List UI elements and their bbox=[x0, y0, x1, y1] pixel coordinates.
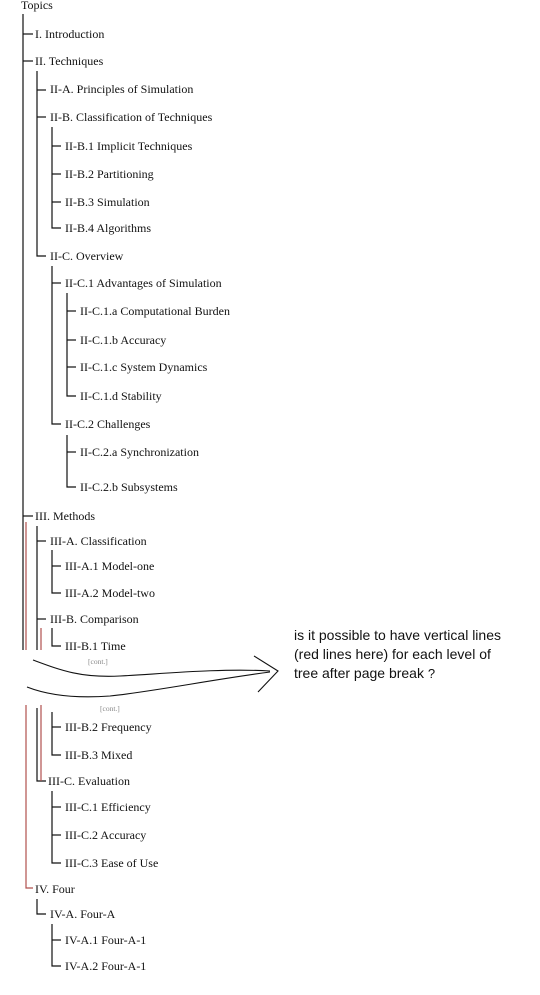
node-II-C2: II-C.2 Challenges bbox=[65, 417, 151, 431]
node-II-B3: II-B.3 Simulation bbox=[65, 195, 150, 209]
node-II-A: II-A. Principles of Simulation bbox=[50, 82, 194, 96]
node-II-B2: II-B.2 Partitioning bbox=[65, 167, 154, 181]
node-III-C: III-C. Evaluation bbox=[48, 774, 130, 788]
annotation-note bbox=[294, 626, 534, 683]
cont-label-top: [cont.] bbox=[88, 657, 108, 666]
spine-II-B bbox=[52, 127, 61, 228]
annotation-line-2: (red lines here) for each level of bbox=[294, 646, 491, 662]
node-II: II. Techniques bbox=[35, 54, 104, 68]
node-III-A1: III-A.1 Model-one bbox=[65, 559, 155, 573]
cont-label-bottom: [cont.] bbox=[100, 704, 120, 713]
page-break-squiggle-top bbox=[33, 660, 270, 676]
spine-IV bbox=[37, 899, 46, 914]
node-III-C2: III-C.2 Accuracy bbox=[65, 828, 147, 842]
node-III-C3: III-C.3 Ease of Use bbox=[65, 856, 159, 870]
spine-III-B-bottom bbox=[52, 712, 61, 755]
node-II-C2a: II-C.2.a Synchronization bbox=[80, 445, 199, 459]
node-IV: IV. Four bbox=[35, 882, 75, 896]
annotation-line-1: is it possible to have vertical lines bbox=[294, 627, 501, 643]
node-II-B1: II-B.1 Implicit Techniques bbox=[65, 139, 193, 153]
node-II-C1d: II-C.1.d Stability bbox=[80, 389, 162, 403]
node-IV-A: IV-A. Four-A bbox=[50, 907, 116, 921]
annotation-line-3-wrap bbox=[294, 664, 534, 683]
node-III-B3: III-B.3 Mixed bbox=[65, 748, 133, 762]
node-II-C1: II-C.1 Advantages of Simulation bbox=[65, 276, 222, 290]
node-III-A2: III-A.2 Model-two bbox=[65, 586, 155, 600]
annotation-question-mark: ? bbox=[427, 666, 436, 681]
node-II-B4: II-B.4 Algorithms bbox=[65, 221, 151, 235]
spine-IV-A bbox=[52, 924, 61, 966]
node-II-C1b: II-C.1.b Accuracy bbox=[80, 333, 167, 347]
node-II-C: II-C. Overview bbox=[50, 249, 124, 263]
node-II-C1a: II-C.1.a Computational Burden bbox=[80, 304, 230, 318]
node-II-C2b: II-C.2.b Subsystems bbox=[80, 480, 178, 494]
tree-root: Topics bbox=[21, 0, 53, 12]
node-II-B: II-B. Classification of Techniques bbox=[50, 110, 213, 124]
spine-III-A bbox=[52, 550, 61, 593]
spine-III-C bbox=[52, 791, 61, 863]
spine-III-B-top bbox=[52, 628, 61, 646]
node-III-B2: III-B.2 Frequency bbox=[65, 720, 152, 734]
red-line-level-1-bottom bbox=[26, 705, 33, 888]
spine-II-C bbox=[52, 266, 61, 424]
node-III-C1: III-C.1 Efficiency bbox=[65, 800, 151, 814]
spine-II-C2 bbox=[67, 435, 76, 487]
node-III-B: III-B. Comparison bbox=[50, 612, 139, 626]
node-I: I. Introduction bbox=[35, 27, 105, 41]
node-III: III. Methods bbox=[35, 509, 95, 523]
page-break-squiggle-bottom bbox=[27, 672, 270, 697]
spine-II bbox=[37, 71, 46, 256]
node-IV-A1: IV-A.1 Four-A-1 bbox=[65, 933, 147, 947]
node-III-A: III-A. Classification bbox=[50, 534, 147, 548]
node-III-B1: III-B.1 Time bbox=[65, 639, 126, 653]
annotation-line-3: tree after page break bbox=[294, 665, 424, 681]
spine-II-C1 bbox=[67, 293, 76, 396]
node-II-C1c: II-C.1.c System Dynamics bbox=[80, 360, 208, 374]
node-IV-A2: IV-A.2 Four-A-1 bbox=[65, 959, 147, 973]
